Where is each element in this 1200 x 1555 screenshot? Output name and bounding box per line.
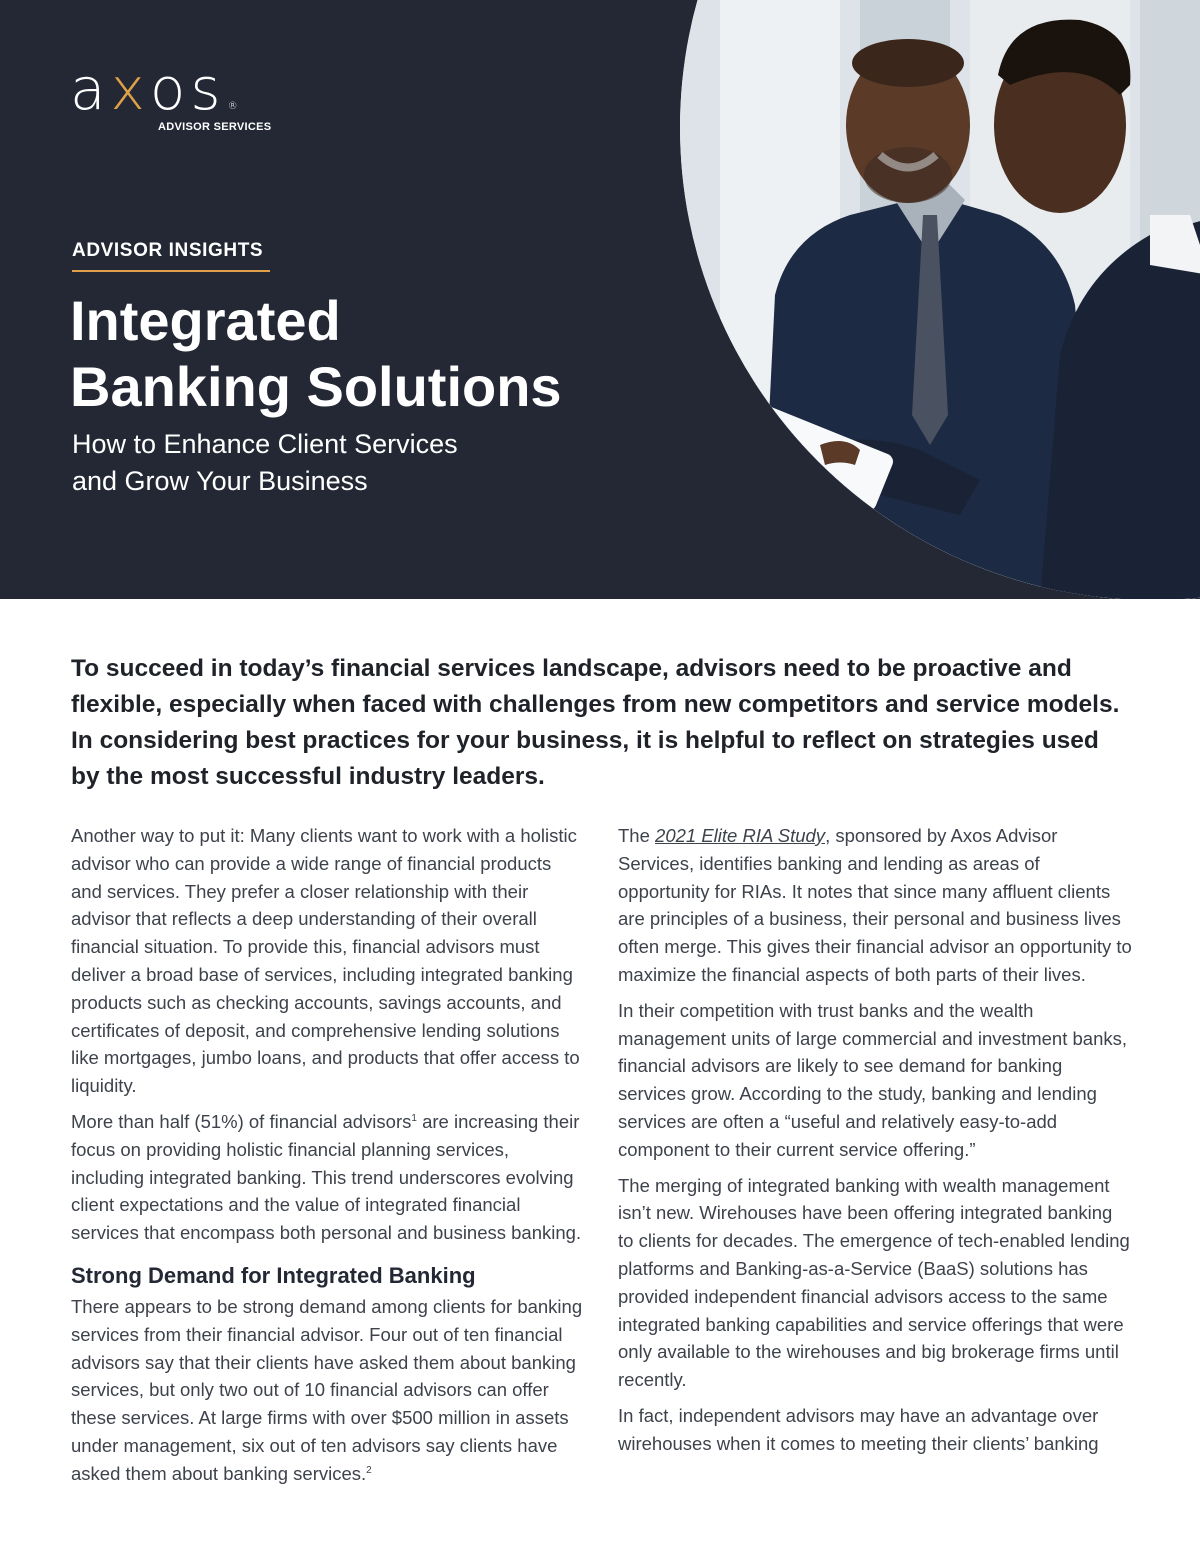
title-line-2: Banking Solutions (70, 355, 562, 418)
registered-mark: ® (227, 101, 243, 112)
logo-letter-x: x (110, 55, 150, 123)
right-paragraph-1-text: The (618, 825, 656, 846)
axos-logo[interactable] (70, 55, 272, 138)
title-line-1: Integrated (70, 289, 341, 352)
elite-ria-study-link[interactable]: 2021 Elite RIA Study (655, 825, 826, 846)
eyebrow-label: ADVISOR INSIGHTS (72, 240, 264, 261)
eyebrow-divider (72, 270, 270, 272)
header-banner (0, 0, 1200, 599)
logo-subtitle: ADVISOR SERVICES (158, 121, 272, 133)
right-paragraph-1 (618, 822, 1132, 989)
right-paragraph-3: The merging of integrated banking with wealth management isn’t new. Wirehouses have been offering integrated banking to clients for decades. The emergence of tech-enabled lending platforms and Banking-as-a-Service (BaaS) solutions has provided independent financial advisors access to the same integrated banking capabilities and service offerings that were only available to the wirehouses and big brokerage firms until recently. (618, 1174, 1130, 1391)
section-heading: Strong Demand for Integrated Banking (71, 1262, 476, 1288)
left-paragraph-3-text: There appears to be strong demand among clients for banking services from their financial advisor. Four out of ten financial advisors say that their clients have asked them about banking services, but only two out of 10 financial advisors can offer these services. At large firms with over $500 million in assets under management, six out of ten advisors say clients have asked them about banking services. (71, 1295, 583, 1484)
right-paragraph-2: In their competition with trust banks and the wealth management units of large commercial and investment banks, financial advisors are likely to see demand for banking services grow. According to the study, banking and lending services are often a “useful and relatively easy-to-add component to their current service offering.” (618, 999, 1128, 1160)
lead-paragraph: To succeed in today’s financial services landscape, advisors need to be proactive and flexible, especially when faced with challenges from new competitors and service models. In considering best practices for your business, it is helpful to reflect on strategies used by the most successful industry leaders. (71, 655, 1120, 790)
page-subtitle (72, 426, 672, 500)
right-paragraph-4: In fact, independent advisors may have an advantage over wirehouses when it comes to meeting their clients’ banking (618, 1404, 1099, 1454)
left-paragraph-3 (71, 1293, 585, 1488)
logo-letter-a: a (70, 55, 111, 123)
footnote-ref-2[interactable]: 2 (366, 1464, 372, 1476)
logo-letters-os: os (149, 55, 226, 123)
subtitle-line-1: How to Enhance Client Services (72, 429, 458, 459)
subtitle-line-2: and Grow Your Business (72, 466, 368, 496)
right-paragraph-1-text-cont: , sponsored by Axos Advisor Services, identifies banking and lending as areas of opportunity for RIAs. It notes that since many affluent clients are principles of a business, their personal and business lives often merge. This gives their financial advisor an opportunity to maximize the financial aspects of both parts of their lives. (618, 825, 1132, 985)
page-title (70, 288, 670, 420)
left-paragraph-2 (71, 1108, 585, 1247)
hero-photo (680, 0, 1200, 599)
left-paragraph-2-text-cont: are increasing their focus on providing holistic financial planning services, including integrated banking. This trend underscores evolving client expectations and the value of integrated financial services that encompass both personal and business banking. (71, 1110, 582, 1244)
two-businessmen-illustration (680, 0, 1200, 599)
left-column (71, 822, 585, 1496)
footnote-ref-1[interactable]: 1 (411, 1112, 417, 1124)
left-paragraph-1: Another way to put it: Many clients want to work with a holistic advisor who can provide a wide range of financial products and services. They prefer a closer relationship with their advisor that reflects a deep understanding of their overall financial situation. To provide this, financial advisors must deliver a broad base of services, including integrated banking products such as checking accounts, savings accounts, and certificates of deposit, and comprehensive lending solutions like mortgages, jumbo loans, and products that offer access to liquidity. (71, 825, 580, 1097)
right-column (618, 822, 1132, 1466)
left-paragraph-2-text: More than half (51%) of financial advisors (71, 1110, 412, 1132)
